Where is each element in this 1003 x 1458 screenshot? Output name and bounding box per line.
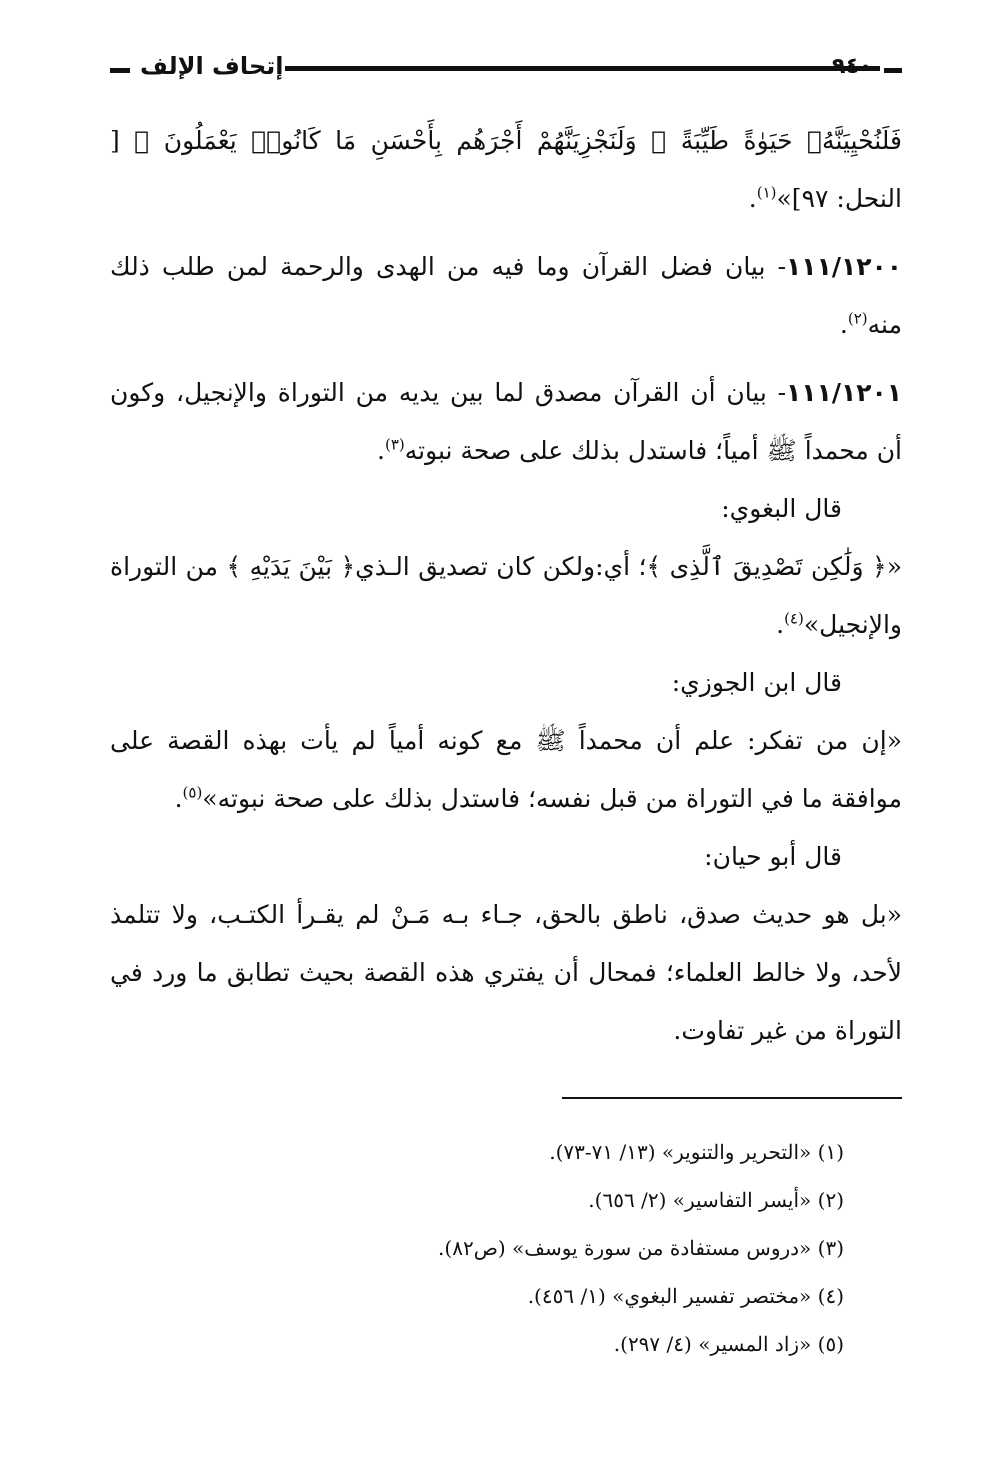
jawzi-quote-paragraph: «إن من تفكر: علم أن محمداً ﷺ مع كونه أمياً لم يأت بهذه القصة على موافقة ما في التوراة من قبل نفسه؛ فاستدل بذلك على صحة نبوته»$^{(٥)}$. [110, 726, 902, 813]
entry-text-1201: - بيان أن القرآن مصدق لما بين يديه من التوراة والإنجيل، وكون أن محمداً ﷺ أمياً؛ فاستدل بذلك على صحة نبوته [110, 378, 902, 465]
jawzi-label: قال ابن الجوزي: [671, 668, 842, 697]
footnote-2: (٢) «أيسر التفاسير» (٢/ ٦٥٦). [588, 1188, 844, 1212]
footnote-separator [562, 1097, 902, 1099]
verse-text: فَلَنُحْيِيَنَّهُۥ حَيَوٰةً طَيِّبَةً ۖ وَلَنَجْزِيَنَّهُمْ أَجْرَهُم بِأَحْسَنِ مَا كَانُوا۟ يَعْمَلُونَ ﴾ [ النحل: [110, 126, 902, 213]
baghawi-quote: «﴿ وَلَٰكِن تَصْدِيقَ ٱلَّذِى ﴾؛ أي:ولكن كان تصديق الـذي﴿ بَيْنَ يَدَيْهِ ﴾ من التوراة والإنجيل» [110, 552, 902, 639]
entry-text-1200: - بيان فضل القرآن وما فيه من الهدى والرحمة لمن طلب ذلك منه [110, 252, 902, 339]
footnote-3: (٣) «دروس مستفادة من سورة يوسف» (ص٨٢). [438, 1236, 844, 1260]
footnotes [110, 1128, 844, 1368]
header-rule [285, 66, 880, 71]
footnote-5: (٥) «زاد المسير» (٤/ ٢٩٧). [613, 1332, 844, 1356]
entry-number-1201: ١١١/١٢٠١ [786, 378, 902, 407]
footnote-ref-3: (٣) [384, 435, 405, 454]
hayyan-quote: «بل هو حديث صدق، ناطق بالحق، جـاء بـه مَـنْ لم يقـرأ الكتـب، ولا تتلمذ لأحد، ولا خالط العلماء؛ فمحال أن يفتري هذه القصة بحيث تطابق ما ورد في التوراة من غير تفاوت. [110, 900, 902, 1045]
header-dash-right [884, 68, 902, 73]
jawzi-quote: «إن من تفكر: علم أن محمداً ﷺ مع كونه أمياً لم يأت بهذه القصة على موافقة ما في التوراة من قبل نفسه؛ فاستدل بذلك على صحة نبوته» [110, 726, 902, 813]
entry-1200: ١١١/١٢٠٠- بيان فضل القرآن وما فيه من الهدى والرحمة لمن طلب ذلك منه$^{(٢)}$. [110, 252, 902, 339]
baghawi-quote-paragraph: «﴿ وَلَٰكِن تَصْدِيقَ ٱلَّذِى ﴾؛ أي:ولكن كان تصديق الـذي﴿ بَيْنَ يَدَيْهِ ﴾ من التوراة والإنجيل»$^{(٤)}$. [110, 552, 902, 639]
footnote-4: (٤) «مختصر تفسير البغوي» (١/ ٤٥٦). [527, 1284, 844, 1308]
footnote-ref-2: (٢) [847, 309, 868, 328]
page-number: ٩٤٠ [832, 54, 873, 79]
header-dash-left [110, 68, 130, 73]
page-header [110, 52, 902, 92]
entry-number-1200: ١١١/١٢٠٠ [786, 252, 902, 281]
footnote-ref-1: (١) [756, 183, 777, 202]
verse-reference: ٩٧]» [776, 184, 829, 213]
hayyan-label: قال أبو حيان: [704, 842, 842, 871]
verse-paragraph: فَلَنُحْيِيَنَّهُۥ حَيَوٰةً طَيِّبَةً ۖ وَلَنَجْزِيَنَّهُمْ أَجْرَهُم بِأَحْسَنِ مَا كَانُوا۟ يَعْمَلُونَ ﴾ [ النحل: ٩٧]»$^{(١)}$. [110, 126, 902, 213]
baghawi-label: قال البغوي: [721, 494, 842, 523]
entry-1201: ١١١/١٢٠١- بيان أن القرآن مصدق لما بين يديه من التوراة والإنجيل، وكون أن محمداً ﷺ أمياً؛ فاستدل بذلك على صحة نبوته$^{(٣)}$. [110, 378, 902, 465]
page-body [110, 112, 902, 1060]
running-title: إتحاف الإلف [140, 52, 284, 80]
footnote-ref-5: (٥) [182, 783, 203, 802]
footnote-ref-4: (٤) [784, 609, 804, 628]
footnote-1: (١) «التحرير والتنوير» (١٣/ ٧١-٧٣). [549, 1140, 844, 1164]
